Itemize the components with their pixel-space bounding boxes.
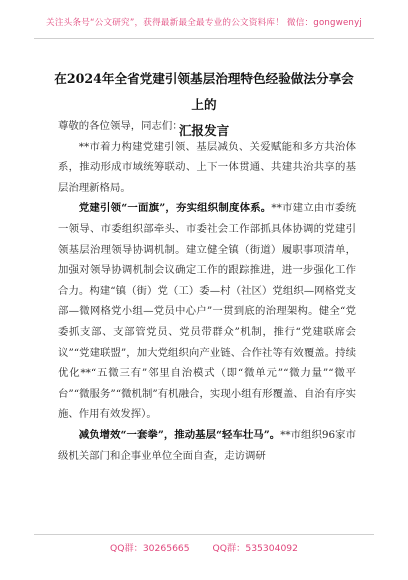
- salutation: 尊敬的各位领导，同志们：: [58, 120, 183, 132]
- footer-qq-group-1: QQ群：30265665: [110, 543, 190, 554]
- paragraph-text: **市组织96家市级机关部门和企事业单位全面自查，走访调研: [58, 428, 356, 462]
- paragraph-intro: **市着力构建党建引领、基层减负、关爱赋能和多方共治体系，推动形成市域统筹联动、上下一体贯通、共建共治共享的基层治理新格局。: [58, 140, 356, 194]
- paragraph-heading: 减负增效“一套拳”，推动基层“轻车壮马”。: [78, 428, 281, 441]
- top-banner: 关注头条号“公文研究”，获得最新最全最专业的公文资料库！ 微信：gongwenyj: [46, 18, 362, 28]
- title-line-2: 汇报发言: [178, 123, 230, 138]
- footer-qq-group-2: QQ群：535304092: [212, 543, 298, 554]
- title-line-1: 在2024年全省党建引领基层治理特色经验做法分享会上的: [54, 71, 354, 112]
- document-body: [58, 116, 356, 466]
- paragraph-party-leadership: [58, 198, 356, 425]
- footer: [0, 540, 408, 554]
- paragraph-burden-reduction: [58, 425, 356, 466]
- paragraph-heading: 党建引领“一面旗”，夯实组织制度体系。: [78, 202, 272, 215]
- footer-divider: [34, 534, 374, 535]
- header-divider: [34, 38, 374, 39]
- paragraph-text: **市建立由市委统一领导、市委组织部牵头、市委社会工作部抓具体协调的党建引领基层治理领导协调机制。建立健全镇（街道）履职事项清单，加强对领导协调机制会议确定工作的跟踪推进，进一步强化工作合力。构建“镇（街）党（工）委—村（社区）党组织—网格党支部—微网格党小组—党员中心户”一贯到底的治理架构。健全“党委抓支部、支部管党员、党员带群众”机制，推行“党建联席会议”“党建联盟”，加大党组织向产业链、合作社等有效覆盖。持续优化**“五微三有”邻里自治模式（即“微单元”“微力量”“微平台”“微服务”“微机制”有机融合，实现小组有形覆盖、自治有序实施、作用有效发挥）。: [58, 202, 357, 421]
